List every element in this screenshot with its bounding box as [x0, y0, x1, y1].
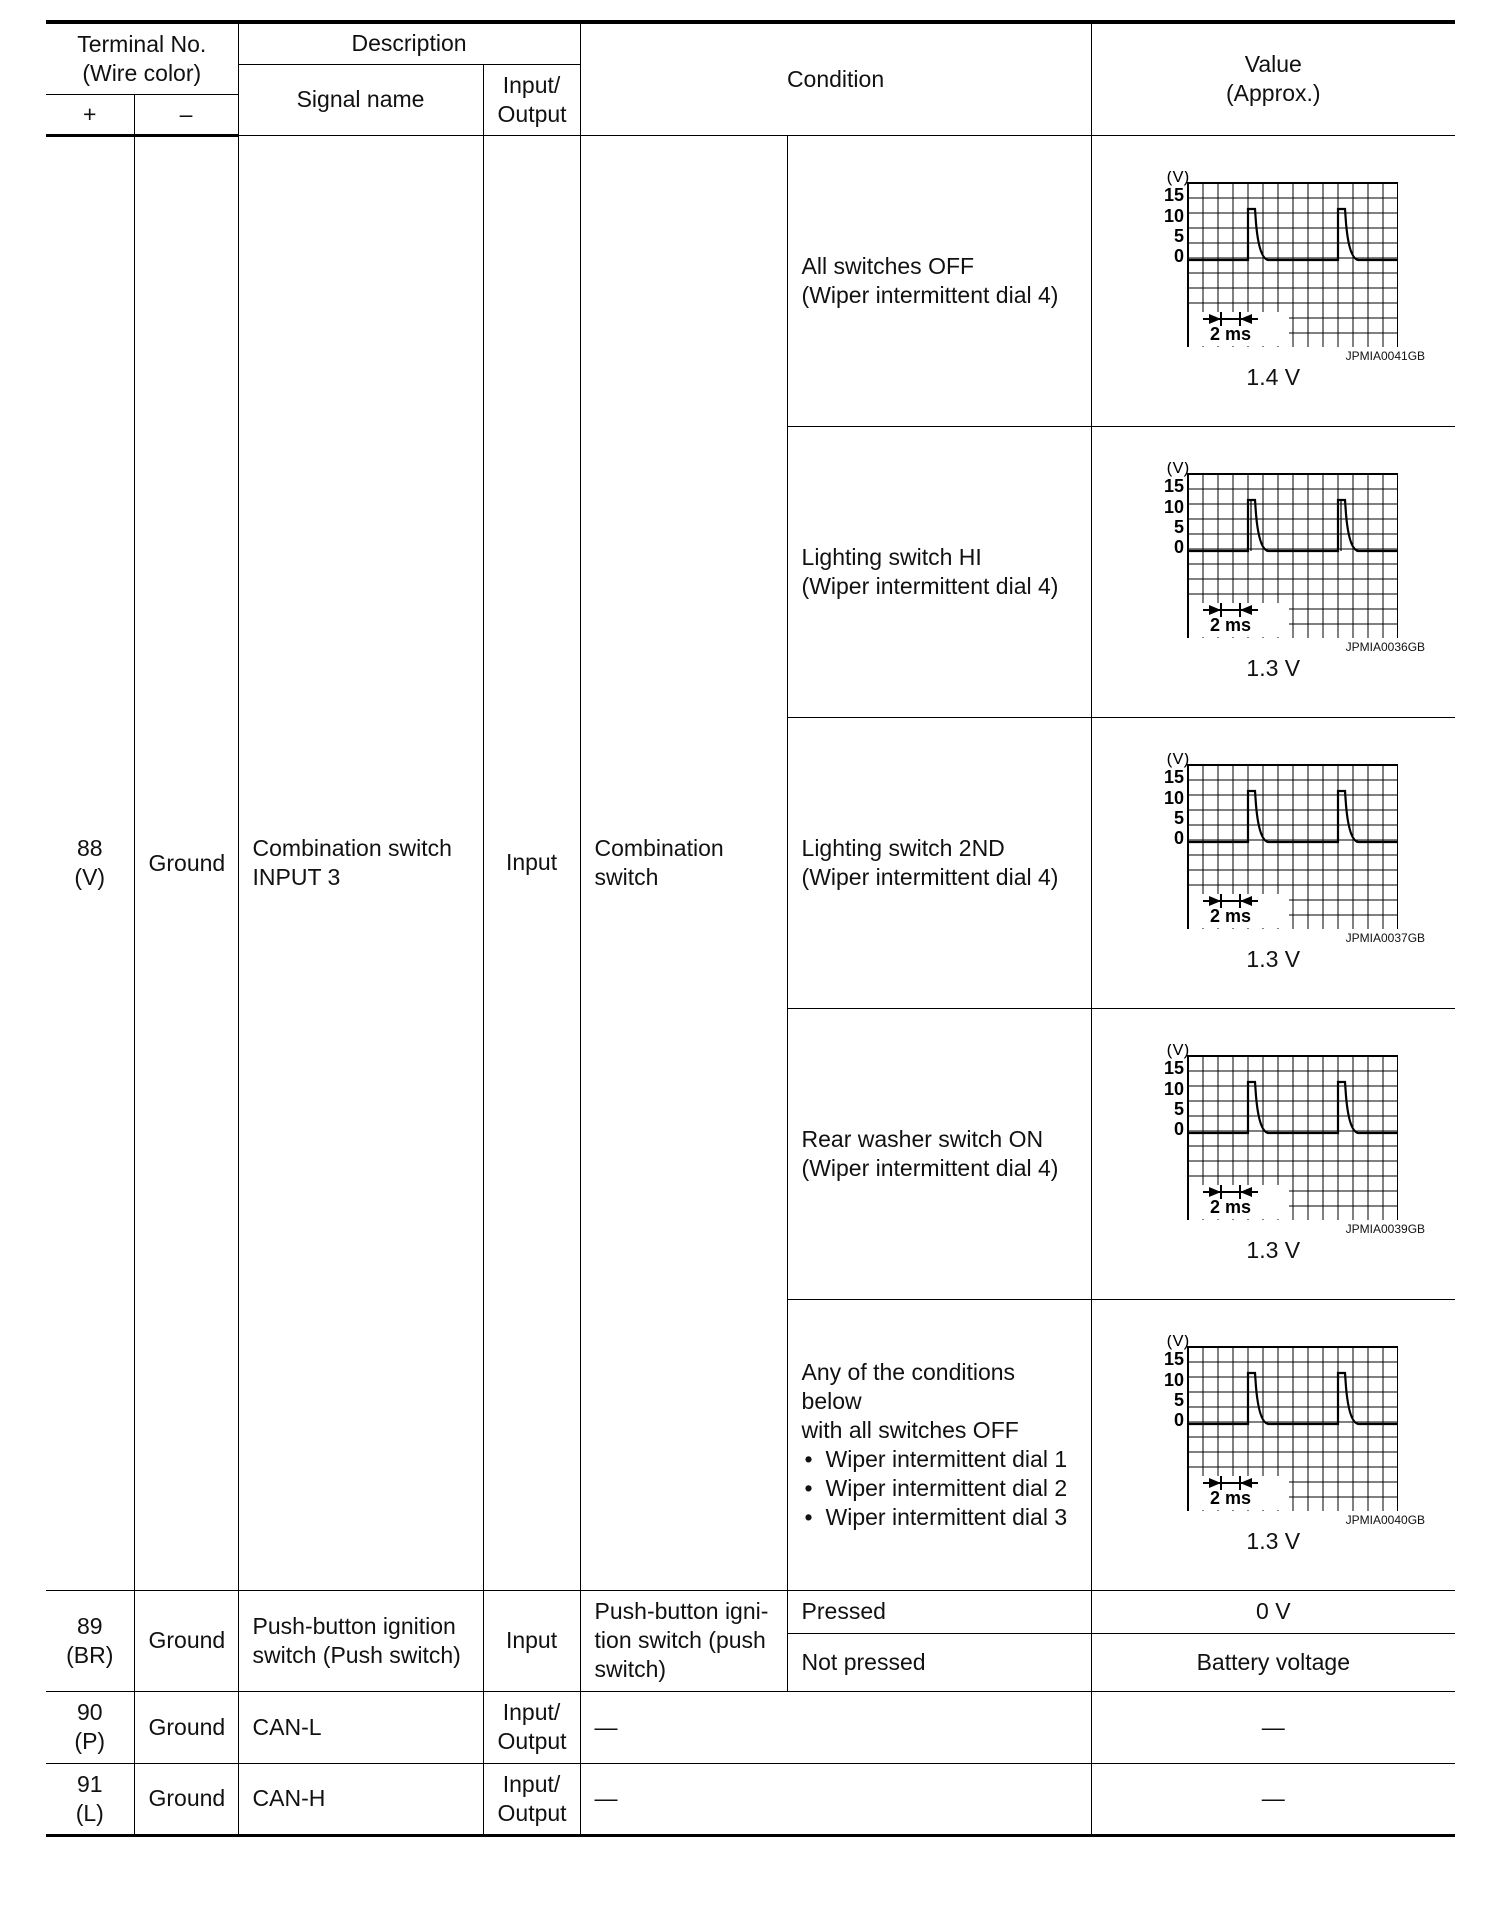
y-axis-unit: (V): [1166, 1334, 1190, 1350]
time-scale-label: 2 ms: [1210, 1487, 1252, 1508]
signal-91: CAN-H: [238, 1763, 483, 1835]
value-88-5: 1.3 V: [1246, 1527, 1301, 1554]
value-cell-88-4: [1091, 1008, 1455, 1299]
terminal-89: 89 (BR): [46, 1590, 134, 1691]
y-axis-tick-label: 0: [1174, 536, 1185, 557]
condition-88-4: Rear washer switch ON (Wiper intermittent dial 4): [787, 1008, 1091, 1299]
condition-88-1: All switches OFF (Wiper intermittent dial 4): [787, 135, 1091, 426]
header-description: Description: [238, 22, 580, 64]
y-axis-tick-label: 5: [1174, 807, 1185, 828]
waveform-graph: [1148, 1335, 1398, 1511]
signal-90: CAN-L: [238, 1691, 483, 1763]
time-scale-label: 2 ms: [1210, 323, 1252, 344]
y-axis-unit: (V): [1166, 170, 1190, 186]
waveform-graph: [1148, 1044, 1398, 1220]
value-cell-88-5: [1091, 1299, 1455, 1590]
terminal-90: 90 (P): [46, 1691, 134, 1763]
waveform-graph: [1148, 171, 1398, 347]
y-axis-tick-label: 5: [1174, 516, 1185, 537]
condition-89-pressed: Pressed: [787, 1590, 1091, 1633]
y-axis-unit: (V): [1166, 752, 1190, 768]
header-value: Value (Approx.): [1091, 22, 1455, 135]
waveform-figure-5: [1106, 1335, 1442, 1511]
y-axis-tick-label: 10: [1164, 205, 1185, 226]
terminal-spec-table: [46, 20, 1455, 1837]
ground-89: Ground: [134, 1590, 238, 1691]
value-88-1: 1.4 V: [1246, 363, 1301, 390]
condition-88-5-list: [802, 1445, 1077, 1532]
y-axis-tick-label: 10: [1164, 787, 1185, 808]
waveform-figure-4: [1106, 1044, 1442, 1220]
value-cell-88-3: [1091, 717, 1455, 1008]
figure-code-3: JPMIA0037GB: [1345, 930, 1426, 945]
condition-main-88: Combination switch: [580, 135, 787, 1590]
waveform-figure-3: [1106, 753, 1442, 929]
figure-code-2: JPMIA0036GB: [1345, 639, 1426, 654]
y-axis-tick-label: 0: [1174, 827, 1185, 848]
ground-90: Ground: [134, 1691, 238, 1763]
signal-88: Combination switch INPUT 3: [238, 135, 483, 1590]
value-90: —: [1091, 1691, 1455, 1763]
header-terminal-no: Terminal No. (Wire color): [46, 22, 238, 94]
condition-88-2: Lighting switch HI (Wiper intermittent dial 4): [787, 426, 1091, 717]
y-axis-tick-label: 0: [1174, 245, 1185, 266]
waveform-figure-2: [1106, 462, 1442, 638]
y-axis-unit: (V): [1166, 1043, 1190, 1059]
y-axis-tick-label: 15: [1164, 1057, 1185, 1078]
y-axis-tick-label: 0: [1174, 1409, 1185, 1430]
y-axis-tick-label: 15: [1164, 766, 1185, 787]
header-plus: +: [46, 94, 134, 135]
y-axis-tick-label: 5: [1174, 225, 1185, 246]
waveform-graph: [1148, 462, 1398, 638]
terminal-91: 91 (L): [46, 1763, 134, 1835]
y-axis-tick-label: 5: [1174, 1389, 1185, 1410]
value-88-3: 1.3 V: [1246, 945, 1301, 972]
value-88-4: 1.3 V: [1246, 1236, 1301, 1263]
y-axis-tick-label: 10: [1164, 1369, 1185, 1390]
value-cell-88-1: [1091, 135, 1455, 426]
condition-91: —: [580, 1763, 1091, 1835]
condition-89-not-pressed: Not pressed: [787, 1633, 1091, 1691]
waveform-figure-1: [1106, 171, 1442, 347]
condition-88-3: Lighting switch 2ND (Wiper intermittent dial 4): [787, 717, 1091, 1008]
value-cell-88-2: [1091, 426, 1455, 717]
header-minus: –: [134, 94, 238, 135]
terminal-88: 88 (V): [46, 135, 134, 1590]
y-axis-tick-label: 5: [1174, 1098, 1185, 1119]
figure-code-5: JPMIA0040GB: [1345, 1512, 1426, 1527]
figure-code-4: JPMIA0039GB: [1345, 1221, 1426, 1236]
condition-88-5: [787, 1299, 1091, 1590]
condition-88-5-lead: Any of the conditions below with all switches OFF: [801, 1358, 1019, 1443]
figure-code-1: JPMIA0041GB: [1345, 348, 1426, 363]
condition-list-item: • Wiper intermittent dial 3: [802, 1503, 1077, 1532]
y-axis-tick-label: 15: [1164, 184, 1185, 205]
ground-88: Ground: [134, 135, 238, 1590]
time-scale-label: 2 ms: [1210, 614, 1252, 635]
y-axis-tick-label: 15: [1164, 1348, 1185, 1369]
value-89-not-pressed: Battery voltage: [1091, 1633, 1455, 1691]
time-scale-label: 2 ms: [1210, 905, 1252, 926]
io-89: Input: [483, 1590, 580, 1691]
condition-list-item: • Wiper intermittent dial 1: [802, 1445, 1077, 1474]
io-90: Input/ Output: [483, 1691, 580, 1763]
value-88-2: 1.3 V: [1246, 654, 1301, 681]
ground-91: Ground: [134, 1763, 238, 1835]
value-91: —: [1091, 1763, 1455, 1835]
header-condition: Condition: [580, 22, 1091, 135]
io-91: Input/ Output: [483, 1763, 580, 1835]
io-88: Input: [483, 135, 580, 1590]
condition-list-item: • Wiper intermittent dial 2: [802, 1474, 1077, 1503]
y-axis-unit: (V): [1166, 461, 1190, 477]
condition-main-89: Push-button igni- tion switch (push switch): [580, 1590, 787, 1691]
header-input-output: Input/ Output: [483, 64, 580, 135]
waveform-graph: [1148, 753, 1398, 929]
signal-89: Push-button ignition switch (Push switch): [238, 1590, 483, 1691]
y-axis-tick-label: 10: [1164, 1078, 1185, 1099]
value-89-pressed: 0 V: [1091, 1590, 1455, 1633]
y-axis-tick-label: 0: [1174, 1118, 1185, 1139]
y-axis-tick-label: 10: [1164, 496, 1185, 517]
time-scale-label: 2 ms: [1210, 1196, 1252, 1217]
condition-90: —: [580, 1691, 1091, 1763]
header-signal-name: Signal name: [238, 64, 483, 135]
y-axis-tick-label: 15: [1164, 475, 1185, 496]
